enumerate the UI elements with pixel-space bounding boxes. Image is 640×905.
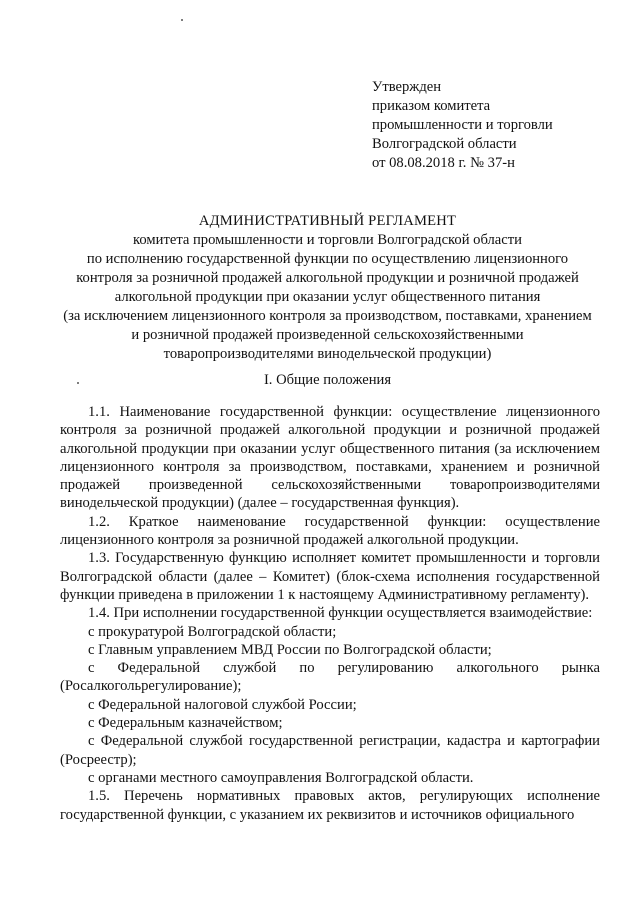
title-line: по исполнению государственной функции по осуществлению лицензионного [86,251,569,267]
document-title: АДМИНИСТРАТИВНЫЙ РЕГЛАМЕНТ [198,213,457,229]
paragraph-1-5: 1.5. Перечень нормативных правовых актов, регулирующих исполнение государственной функции, с указанием их реквизитов и источников официального [60,788,600,823]
paragraph-1-2: 1.2. Краткое наименование государственной функции: осуществление лицензионного контроля за розничной продажей алкогольной продукции. [60,513,600,549]
list-item: с органами местного самоуправления Волгоградской области. [88,769,474,786]
list-item: с прокуратурой Волгоградской области; [88,623,337,640]
list-item: с Федеральной налоговой службой России; [88,696,357,713]
paragraph-1-1: 1.1. Наименование государственной функции: осуществление лицензионного контроля за розничной продажей алкогольной продукции и розничной продажей алкогольной продукции при оказании услуг общественного питания (за исключением лицензионного контроля за производством, поставками, хранением и розничной продажей произведенной сельскохозяйственными товаропроизводителями винодельческой продукции) (далее – государственная функция). [60,404,600,512]
list-item: с Федеральной службой государственной регистрации, кадастра и картографии (Росреестр); [60,733,600,768]
document-body [60,403,600,824]
approval-line: приказом комитета [372,98,491,114]
scan-speck [181,19,183,21]
title-line: алкогольной продукции при оказании услуг общественного питания [114,289,541,305]
title-line: (за исключением лицензионного контроля за производством, поставками, хранением [63,308,592,324]
approval-line: промышленности и торговли [372,117,553,133]
list-item: с Федеральной службой по регулированию алкогольного рынка (Росалкогольрегулирование); [60,660,600,695]
title-line: контроля за розничной продажей алкогольной продукции и розничной продажей [76,270,579,286]
paragraph-1-4: 1.4. При исполнении государственной функции осуществляется взаимодействие: [88,605,593,622]
title-line: и розничной продажей произведенной сельскохозяйственными [131,327,524,343]
document-title-block [40,212,615,364]
approval-line: Волгоградской области [372,136,517,152]
paragraph-1-3: 1.3. Государственную функцию исполняет комитет промышленности и торговли Волгоградской области (далее – Комитет) (блок-схема исполнения государственной функции приведена в приложении 1 к настоящему Административному регламенту). [60,550,600,603]
approval-line: Утвержден [372,79,442,95]
approval-stamp [372,78,553,173]
list-item: с Федеральным казначейством; [88,715,283,732]
title-line: комитета промышленности и торговли Волгоградской области [133,232,522,248]
approval-line: от 08.08.2018 г. № 37-н [372,155,515,171]
section-heading: I. Общие положения [263,372,392,388]
list-item: с Главным управлением МВД России по Волгоградской области; [88,641,492,658]
title-line: товаропроизводителями винодельческой продукции) [163,346,492,362]
